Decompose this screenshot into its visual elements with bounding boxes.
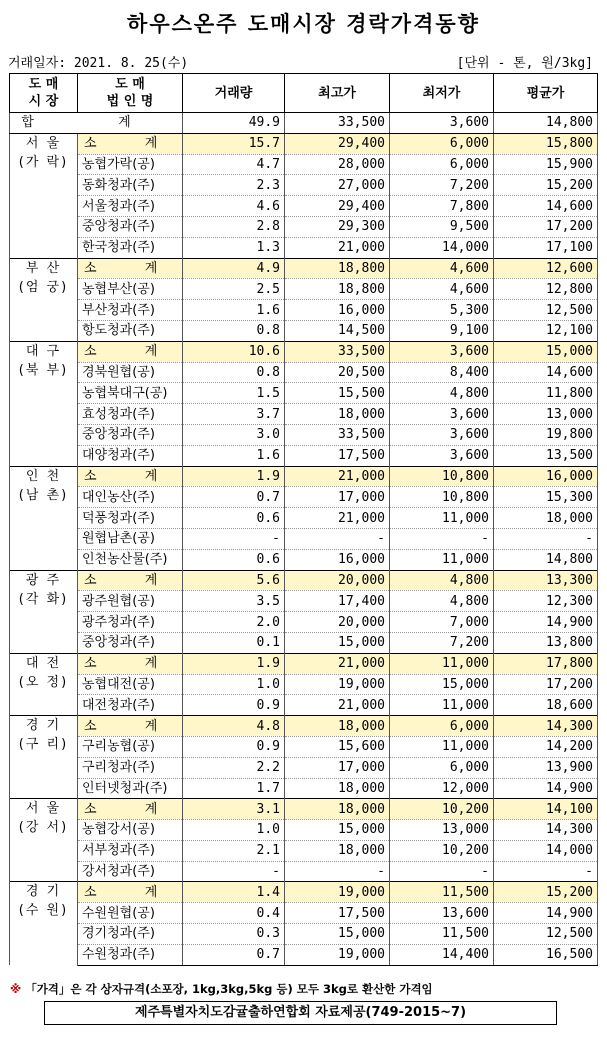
corp-name: 경북원협(공): [78, 362, 183, 383]
subtotal-label: 소 계: [78, 258, 183, 279]
cell-max: 17,000: [285, 757, 390, 778]
table-row: [10, 508, 598, 529]
market-district: (남 촌): [18, 487, 69, 503]
cell-min: 11,500: [390, 924, 494, 945]
corp-name: 광주원협(공): [78, 591, 183, 612]
cell-max: 29,300: [285, 216, 390, 237]
price-table: [9, 73, 598, 966]
cell-volume: 0.6: [183, 549, 285, 570]
table-row: [10, 196, 598, 217]
corp-name: 수원청과(주): [78, 944, 183, 965]
cell-min: 6,000: [390, 757, 494, 778]
market-district: (구 리): [18, 737, 69, 753]
page-title: 하우스온주 도매시장 경락가격동향: [127, 12, 480, 36]
cell-volume: 0.8: [183, 320, 285, 341]
subtotal-volume: 4.8: [183, 716, 285, 737]
subtotal-avg: 15,000: [494, 341, 598, 362]
corp-name: 수원원협(공): [78, 903, 183, 924]
market-district: (엄 궁): [18, 279, 69, 295]
table-row: [10, 861, 598, 882]
subtotal-volume: 3.1: [183, 799, 285, 820]
table-row: [10, 175, 598, 196]
subtotal-min: 10,200: [390, 799, 494, 820]
cell-max: 14,500: [285, 320, 390, 341]
cell-max: 15,500: [285, 383, 390, 404]
subtotal-max: 29,400: [285, 133, 390, 154]
corp-name: 농협가락(공): [78, 154, 183, 175]
subtotal-min: 4,800: [390, 570, 494, 591]
cell-avg: 14,000: [494, 840, 598, 861]
cell-avg: -: [494, 861, 598, 882]
cell-max: 19,000: [285, 674, 390, 695]
market-city: 서 울: [25, 801, 62, 817]
table-row: [10, 487, 598, 508]
corp-name: 농협대전(공): [78, 674, 183, 695]
cell-min: 14,000: [390, 237, 494, 258]
cell-min: 4,800: [390, 383, 494, 404]
cell-min: 13,600: [390, 903, 494, 924]
corp-name: 대전청과(주): [78, 695, 183, 716]
cell-max: 15,600: [285, 736, 390, 757]
cell-volume: 1.3: [183, 237, 285, 258]
cell-max: 33,500: [285, 424, 390, 445]
cell-min: 12,000: [390, 778, 494, 799]
total-label: 합 계: [10, 113, 183, 134]
cell-min: 9,100: [390, 320, 494, 341]
table-row: [10, 445, 598, 466]
corp-name: 농협부산(공): [78, 279, 183, 300]
cell-volume: 0.7: [183, 944, 285, 965]
market-city: 경 기: [25, 718, 62, 734]
subtotal-label: 소 계: [78, 466, 183, 487]
cell-avg: 15,200: [494, 175, 598, 196]
subtotal-label: 소 계: [78, 799, 183, 820]
subtotal-max: 19,000: [285, 882, 390, 903]
cell-volume: 1.5: [183, 383, 285, 404]
subtotal-row: [10, 466, 598, 487]
cell-avg: 13,800: [494, 632, 598, 653]
cell-volume: 0.4: [183, 903, 285, 924]
cell-avg: 14,600: [494, 362, 598, 383]
total-avg: 14,800: [494, 113, 598, 134]
subtotal-volume: 10.6: [183, 341, 285, 362]
cell-volume: 1.6: [183, 445, 285, 466]
subtotal-volume: 1.9: [183, 653, 285, 674]
cell-volume: 2.1: [183, 840, 285, 861]
table-row: [10, 237, 598, 258]
table-row: [10, 695, 598, 716]
subtotal-volume: 1.9: [183, 466, 285, 487]
cell-avg: 12,800: [494, 279, 598, 300]
cell-volume: 4.6: [183, 196, 285, 217]
table-row: [10, 612, 598, 633]
cell-min: 4,800: [390, 591, 494, 612]
cell-max: 19,000: [285, 944, 390, 965]
cell-avg: 12,500: [494, 300, 598, 321]
source-box: 제주특별자치도감귤출하연합회 자료제공(749-2015~7): [44, 1001, 557, 1025]
cell-volume: 1.0: [183, 674, 285, 695]
cell-volume: 0.7: [183, 487, 285, 508]
cell-avg: 12,500: [494, 924, 598, 945]
table-row: [10, 424, 598, 445]
subtotal-row: [10, 570, 598, 591]
cell-min: 10,200: [390, 840, 494, 861]
cell-avg: 17,200: [494, 674, 598, 695]
corp-name: 중앙청과(주): [78, 424, 183, 445]
table-row: [10, 903, 598, 924]
cell-min: 11,000: [390, 736, 494, 757]
market-name: [10, 258, 78, 341]
subtotal-row: [10, 653, 598, 674]
subtotal-min: 10,800: [390, 466, 494, 487]
cell-min: 11,000: [390, 695, 494, 716]
cell-max: 21,000: [285, 508, 390, 529]
subtotal-row: [10, 716, 598, 737]
cell-max: 27,000: [285, 175, 390, 196]
subtotal-volume: 5.6: [183, 570, 285, 591]
cell-volume: 0.9: [183, 736, 285, 757]
cell-volume: 2.5: [183, 279, 285, 300]
cell-avg: 12,300: [494, 591, 598, 612]
cell-max: 29,400: [285, 196, 390, 217]
cell-avg: 14,800: [494, 549, 598, 570]
table-row: [10, 528, 598, 549]
subtotal-row: [10, 258, 598, 279]
header-avg: 평균가: [494, 74, 598, 113]
cell-volume: 1.6: [183, 300, 285, 321]
subtotal-min: 6,000: [390, 716, 494, 737]
subtotal-avg: 13,300: [494, 570, 598, 591]
cell-min: 7,200: [390, 175, 494, 196]
cell-avg: 15,300: [494, 487, 598, 508]
cell-min: 5,300: [390, 300, 494, 321]
subtotal-min: 3,600: [390, 341, 494, 362]
cell-max: 21,000: [285, 695, 390, 716]
subtotal-min: 11,000: [390, 653, 494, 674]
cell-max: 15,000: [285, 820, 390, 841]
cell-min: 11,000: [390, 508, 494, 529]
cell-avg: 14,300: [494, 820, 598, 841]
header-row: [10, 74, 598, 113]
cell-min: 11,000: [390, 549, 494, 570]
unit-note: [단위 - 톤, 원/3kg]: [456, 56, 593, 71]
corp-name: 효성청과(주): [78, 404, 183, 425]
cell-volume: -: [183, 861, 285, 882]
table-row: [10, 362, 598, 383]
cell-avg: -: [494, 528, 598, 549]
table-row: [10, 591, 598, 612]
cell-volume: 3.0: [183, 424, 285, 445]
market-name: [10, 882, 78, 965]
cell-avg: 17,200: [494, 216, 598, 237]
market-district: (각 화): [18, 591, 69, 607]
cell-avg: 15,900: [494, 154, 598, 175]
subtotal-label: 소 계: [78, 341, 183, 362]
cell-min: 3,600: [390, 404, 494, 425]
table-row: [10, 736, 598, 757]
cell-avg: 14,900: [494, 903, 598, 924]
cell-min: 10,800: [390, 487, 494, 508]
subtotal-label: 소 계: [78, 653, 183, 674]
table-row: [10, 216, 598, 237]
cell-max: 17,400: [285, 591, 390, 612]
cell-max: 15,000: [285, 924, 390, 945]
footnote-text: 「가격」은 각 상자규격(소포장, 1kg,3kg,5kg 등) 모두 3kg로 환산한 가격임: [25, 982, 433, 996]
market-district: (수 원): [18, 903, 69, 919]
subtotal-min: 4,600: [390, 258, 494, 279]
subtotal-max: 21,000: [285, 653, 390, 674]
cell-max: 17,500: [285, 445, 390, 466]
cell-avg: 11,800: [494, 383, 598, 404]
cell-max: 18,000: [285, 840, 390, 861]
cell-avg: 14,900: [494, 778, 598, 799]
cell-volume: -: [183, 528, 285, 549]
corp-name: 농협북대구(공): [78, 383, 183, 404]
cell-max: 20,000: [285, 612, 390, 633]
corp-name: 구리농협(공): [78, 736, 183, 757]
table-row: [10, 404, 598, 425]
cell-min: 15,000: [390, 674, 494, 695]
total-row: [10, 113, 598, 134]
cell-max: 28,000: [285, 154, 390, 175]
cell-avg: 14,600: [494, 196, 598, 217]
subtotal-min: 6,000: [390, 133, 494, 154]
cell-min: 7,200: [390, 632, 494, 653]
market-district: (오 정): [18, 674, 69, 690]
subtotal-avg: 15,800: [494, 133, 598, 154]
market-city: 대 구: [25, 343, 62, 359]
corp-name: 농협강서(공): [78, 820, 183, 841]
cell-min: 14,400: [390, 944, 494, 965]
table-row: [10, 944, 598, 965]
subtotal-max: 18,000: [285, 799, 390, 820]
cell-volume: 1.0: [183, 820, 285, 841]
subtotal-label: 소 계: [78, 882, 183, 903]
table-row: [10, 778, 598, 799]
cell-volume: 3.5: [183, 591, 285, 612]
corp-name: 한국청과(주): [78, 237, 183, 258]
table-row: [10, 300, 598, 321]
cell-avg: 14,900: [494, 612, 598, 633]
cell-min: -: [390, 528, 494, 549]
cell-avg: 13,900: [494, 757, 598, 778]
corp-name: 부산청과(주): [78, 300, 183, 321]
cell-avg: 18,600: [494, 695, 598, 716]
table-row: [10, 383, 598, 404]
subtotal-avg: 17,800: [494, 653, 598, 674]
total-max: 33,500: [285, 113, 390, 134]
cell-avg: 13,500: [494, 445, 598, 466]
cell-max: 17,500: [285, 903, 390, 924]
subtotal-row: [10, 341, 598, 362]
cell-volume: 2.8: [183, 216, 285, 237]
cell-volume: 0.3: [183, 924, 285, 945]
cell-max: 17,000: [285, 487, 390, 508]
market-district: (북 부): [18, 362, 69, 378]
corp-name: 서부청과(주): [78, 840, 183, 861]
subtotal-avg: 14,100: [494, 799, 598, 820]
subtotal-label: 소 계: [78, 133, 183, 154]
subtotal-min: 11,500: [390, 882, 494, 903]
cell-max: 20,500: [285, 362, 390, 383]
cell-min: 13,000: [390, 820, 494, 841]
table-row: [10, 840, 598, 861]
corp-name: 구리청과(주): [78, 757, 183, 778]
subtotal-avg: 14,300: [494, 716, 598, 737]
total-min: 3,600: [390, 113, 494, 134]
corp-name: 원협남촌(공): [78, 528, 183, 549]
cell-volume: 0.9: [183, 695, 285, 716]
cell-min: 3,600: [390, 445, 494, 466]
subtotal-max: 18,000: [285, 716, 390, 737]
cell-max: 18,800: [285, 279, 390, 300]
corp-name: 서울청과(주): [78, 196, 183, 217]
subtotal-label: 소 계: [78, 716, 183, 737]
cell-max: 18,000: [285, 404, 390, 425]
table-row: [10, 757, 598, 778]
header-volume: 거래량: [183, 74, 285, 113]
subtotal-volume: 15.7: [183, 133, 285, 154]
header-corp: 도 매 법 인 명: [78, 74, 183, 113]
cell-min: -: [390, 861, 494, 882]
cell-avg: 19,800: [494, 424, 598, 445]
subtotal-avg: 16,000: [494, 466, 598, 487]
cell-volume: 2.2: [183, 757, 285, 778]
cell-max: 16,000: [285, 549, 390, 570]
corp-name: 항도청과(주): [78, 320, 183, 341]
cell-min: 7,800: [390, 196, 494, 217]
cell-avg: 17,100: [494, 237, 598, 258]
market-city: 광 주: [25, 572, 62, 588]
market-name: [10, 799, 78, 882]
subtotal-volume: 1.4: [183, 882, 285, 903]
cell-min: 3,600: [390, 424, 494, 445]
cell-max: -: [285, 861, 390, 882]
table-row: [10, 549, 598, 570]
corp-name: 대양청과(주): [78, 445, 183, 466]
corp-name: 동화청과(주): [78, 175, 183, 196]
market-city: 서 울: [25, 135, 62, 151]
corp-name: 대인농산(주): [78, 487, 183, 508]
cell-min: 4,600: [390, 279, 494, 300]
footnote: [10, 981, 433, 997]
market-name: [10, 466, 78, 570]
market-city: 부 산: [25, 260, 62, 276]
subtotal-row: [10, 799, 598, 820]
subtotal-volume: 4.9: [183, 258, 285, 279]
market-city: 경 기: [25, 884, 62, 900]
cell-avg: 18,000: [494, 508, 598, 529]
table-row: [10, 320, 598, 341]
cell-max: 21,000: [285, 237, 390, 258]
table-row: [10, 924, 598, 945]
subtotal-row: [10, 133, 598, 154]
cell-avg: 13,000: [494, 404, 598, 425]
trade-date: 거래일자: 2021. 8. 25(수): [8, 56, 189, 71]
subtotal-avg: 15,200: [494, 882, 598, 903]
header-max: 최고가: [285, 74, 390, 113]
cell-volume: 1.7: [183, 778, 285, 799]
corp-name: 인천농산물(주): [78, 549, 183, 570]
header-market: 도 매 시 장: [10, 74, 78, 113]
table-row: [10, 154, 598, 175]
cell-max: 16,000: [285, 300, 390, 321]
cell-max: 15,000: [285, 632, 390, 653]
market-name: [10, 341, 78, 466]
cell-min: 8,400: [390, 362, 494, 383]
market-name: [10, 570, 78, 653]
market-city: 대 전: [25, 655, 62, 671]
subtotal-max: 33,500: [285, 341, 390, 362]
table-row: [10, 674, 598, 695]
cell-min: 9,500: [390, 216, 494, 237]
corp-name: 광주청과(주): [78, 612, 183, 633]
table-row: [10, 820, 598, 841]
cell-volume: 3.7: [183, 404, 285, 425]
cell-avg: 14,200: [494, 736, 598, 757]
cell-min: 6,000: [390, 154, 494, 175]
subtotal-max: 20,000: [285, 570, 390, 591]
market-name: [10, 653, 78, 715]
header-min: 최저가: [390, 74, 494, 113]
cell-min: 7,000: [390, 612, 494, 633]
table-row: [10, 279, 598, 300]
table-row: [10, 632, 598, 653]
subtotal-label: 소 계: [78, 570, 183, 591]
market-name: [10, 133, 78, 258]
cell-avg: 16,500: [494, 944, 598, 965]
corp-name: 경기청과(주): [78, 924, 183, 945]
market-district: (가 락): [18, 154, 69, 170]
cell-max: -: [285, 528, 390, 549]
total-volume: 49.9: [183, 113, 285, 134]
market-name: [10, 716, 78, 799]
subtotal-max: 21,000: [285, 466, 390, 487]
corp-name: 중앙청과(주): [78, 632, 183, 653]
corp-name: 중앙청과(주): [78, 216, 183, 237]
cell-volume: 2.3: [183, 175, 285, 196]
cell-volume: 0.8: [183, 362, 285, 383]
corp-name: 인터넷청과(주): [78, 778, 183, 799]
cell-avg: 12,100: [494, 320, 598, 341]
market-city: 인 천: [25, 468, 62, 484]
subtotal-row: [10, 882, 598, 903]
cell-volume: 2.0: [183, 612, 285, 633]
subtotal-avg: 12,600: [494, 258, 598, 279]
subtotal-max: 18,800: [285, 258, 390, 279]
footnote-mark: ※: [10, 982, 22, 996]
corp-name: 강서청과(주): [78, 861, 183, 882]
cell-volume: 0.6: [183, 508, 285, 529]
corp-name: 덕풍청과(주): [78, 508, 183, 529]
market-district: (강 서): [18, 820, 69, 836]
cell-max: 18,000: [285, 778, 390, 799]
cell-volume: 0.1: [183, 632, 285, 653]
cell-volume: 4.7: [183, 154, 285, 175]
